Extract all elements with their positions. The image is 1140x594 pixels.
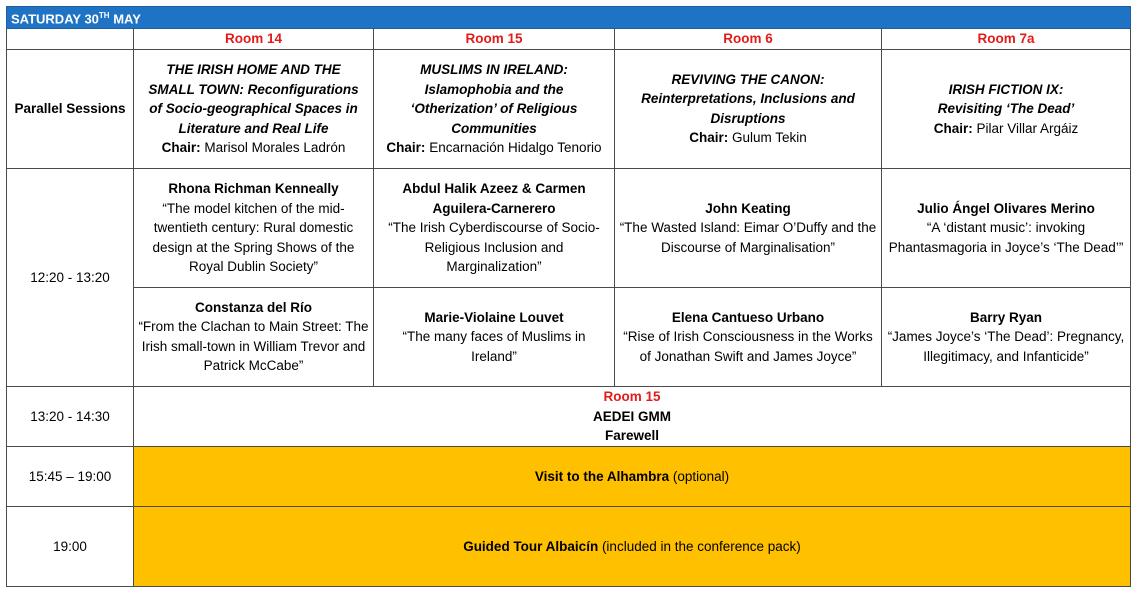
visit-cell [134,446,1131,506]
talk-speaker: Barry Ryan [969,309,1043,325]
rooms-row [7,29,1131,50]
chair-name: Marisol Morales Ladrón [204,140,346,156]
talk-speaker: John Keating [705,200,791,216]
session-chair [378,138,610,158]
session-title-line: Islamophobia and the [424,81,564,97]
month-label: MAY [113,11,141,27]
session-cell [882,49,1131,168]
room-header: Room 6 [615,29,882,50]
chair-name: Gulum Tekin [731,130,807,146]
sessions-label: Parallel Sessions [7,49,134,168]
chair-name: Encarnación Hidalgo Tenorio [429,140,602,156]
talk-cell [615,168,882,287]
room-header: Room 15 [374,29,615,50]
talk-cell [134,287,374,386]
tour-note: (included in the conference pack) [598,538,801,554]
tour-row [7,506,1131,586]
session-title-line: MUSLIMS IN IRELAND: [420,62,568,78]
time-slot: 19:00 [7,506,134,586]
time-slot: 15:45 – 19:00 [7,446,134,506]
gmm-title: AEDEI GMM [592,408,671,424]
talk-cell [615,287,882,386]
gmm-cell [134,386,1131,446]
session-title-line: IRISH FICTION IX: [948,81,1064,97]
talk-speaker: Julio Ángel Olivares Merino [917,200,1095,216]
session-title-line: THE IRISH HOME AND THE [166,62,341,78]
talks-row [7,168,1131,287]
talks-row [7,287,1131,386]
session-title-line: Disruptions [710,110,786,126]
chair-label: Chair: [386,140,426,156]
talk-speaker: Elena Cantueso Urbano [671,309,825,325]
day-label: SATURDAY 30 [11,11,99,27]
session-title-line: REVIVING THE CANON: [671,71,825,87]
talk-cell [882,168,1131,287]
session-cell [134,49,374,168]
visit-row [7,446,1131,506]
chair-label: Chair: [933,120,973,136]
tour-title: Guided Tour Albaicín [463,538,599,554]
chair-label: Chair: [689,130,729,146]
session-chair [619,128,877,148]
talk-title: “The Irish Cyberdiscourse of Socio-Religious Inclusion and Marginalization” [388,220,600,275]
session-title-line: SMALL TOWN: Reconfigurations [148,81,359,97]
talk-title: “James Joyce’s ‘The Dead’: Pregnancy, Illegitimacy, and Infanticide” [887,329,1125,364]
gmm-row [7,386,1131,446]
talk-cell [882,287,1131,386]
talk-title: “The model kitchen of the mid-twentieth century: Rural domestic design at the Spring Shows of the Royal Dublin Society” [152,200,355,275]
session-title-line: of Socio-geographical Spaces in [149,101,358,117]
session-title-line: Literature and Real Life [178,120,329,136]
gmm-farewell: Farewell [604,428,660,444]
session-cell [374,49,615,168]
talk-speaker: Abdul Halik Azeez & Carmen Aguilera-Carnerero [402,181,586,216]
talk-speaker: Rhona Richman Kenneally [168,181,339,197]
session-title-line: Revisiting ‘The Dead’ [937,101,1075,117]
talk-title: “The many faces of Muslims in Ireland” [402,329,586,364]
talk-title: “A ‘distant music’: invoking Phantasmagoria in Joyce’s ‘The Dead’” [888,220,1124,255]
talk-title: “Rise of Irish Consciousness in the Works of Jonathan Swift and James Joyce” [623,329,873,364]
visit-title: Visit to the Alhambra [534,468,670,484]
schedule-table [6,6,1131,587]
talk-title: “From the Clachan to Main Street: The Irish small-town in William Trevor and Patrick McCabe” [138,319,369,374]
room-header: Room 7a [882,29,1131,50]
sessions-row [7,49,1131,168]
rooms-corner [7,29,134,50]
chair-label: Chair: [161,140,201,156]
session-cell [615,49,882,168]
session-title-line: Communities [451,120,537,136]
talk-cell [374,168,615,287]
time-slot: 12:20 - 13:20 [7,168,134,386]
day-banner-row [7,7,1131,29]
gmm-room: Room 15 [603,389,661,405]
day-suffix: TH [98,11,110,20]
talk-title: “The Wasted Island: Eimar O’Duffy and the Discourse of Marginalisation” [619,220,877,255]
session-chair [138,138,369,158]
session-title-line: Reinterpretations, Inclusions and [641,91,855,107]
tour-cell [134,506,1131,586]
session-title-line: ‘Otherization’ of Religious [410,101,578,117]
talk-speaker: Constanza del Río [194,299,312,315]
session-chair [886,119,1126,139]
talk-speaker: Marie-Violaine Louvet [424,309,564,325]
day-banner [7,7,1131,29]
visit-note: (optional) [669,468,730,484]
room-header: Room 14 [134,29,374,50]
talk-cell [374,287,615,386]
talk-cell [134,168,374,287]
chair-name: Pilar Villar Argáiz [976,120,1079,136]
time-slot: 13:20 - 14:30 [7,386,134,446]
